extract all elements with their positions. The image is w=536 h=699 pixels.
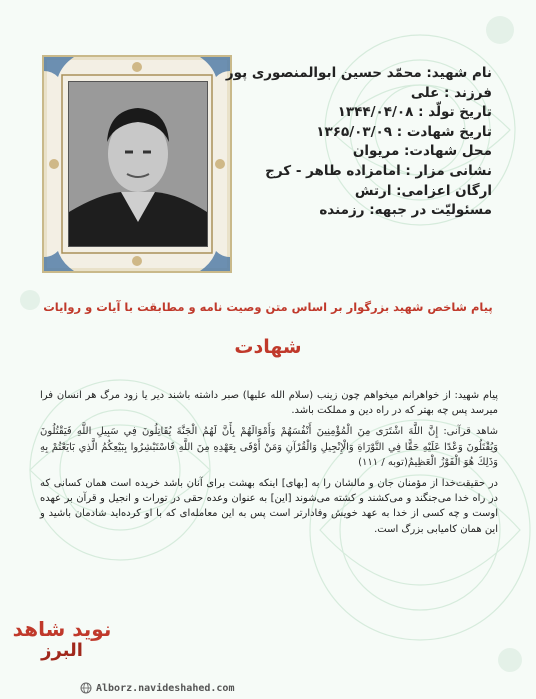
globe-icon: [80, 682, 92, 694]
quran-verse: شاهد قرآنی: إِنَّ اللَّهَ اشْتَرَى مِنَ الْمُؤْمِنِينَ أَنْفُسَهُمْ وَأَمْوَالَهُمْ بِأَنَّ لَهُمُ الْجَنَّةَ يُقَاتِلُونَ فِي سَبِيلِ اللَّهِ فَيَقْتُلُونَ وَيُقْتَلُونَ وَعْدًا عَلَيْهِ حَقًّا فِي التَّوْرَاةِ وَالْإِنْجِيلِ وَالْقُرْآنِ وَمَنْ أَوْفَى بِعَهْدِهِ مِنَ اللَّهِ فَاسْتَبْشِرُوا بِبَيْعِكُمُ الَّذِي بَايَعْتُمْ بِهِ وَذَلِكَ هُوَ الْفَوْزُ الْعَظِيمُ(توبه / ۱۱۱): [40, 426, 498, 468]
front-role: مسئولیّت در جبهه: رزمنده: [319, 202, 492, 219]
portrait-frame: [42, 55, 232, 273]
message-headline: پیام شاخص شهید بزرگوار بر اساس متن وصیت نامه و مطابقت با آیات و روایات: [43, 300, 493, 314]
logo-text: [12, 618, 112, 678]
birth-date: تاریخ تولّد : ۱۳۴۴/۰۴/۰۸: [337, 104, 492, 121]
martyr-message: پیام شهید: از خواهرانم میخواهم چون زینب (سلام الله علیها) صبر داشته باشند دیر یا زود مرگ هر انسان فرا میرسد پس چه بهتر که در راه دین و مملکت باشد.: [40, 390, 498, 417]
martyr-portrait-photo: [68, 81, 208, 247]
grave-address: نشانی مزار : امامزاده طاهر - کرج: [265, 162, 492, 179]
testament-text: [40, 388, 498, 543]
dispatch-unit: ارگان اعزامی: ارتش: [354, 182, 492, 199]
martyrdom-date: تاریخ شهادت : ۱۳۶۵/۰۳/۰۹: [316, 123, 492, 140]
martyr-info-block: [225, 64, 492, 221]
section-title: شهادت: [234, 336, 302, 358]
verse-translation: در حقیقت‌خدا از مؤمنان جان و مالشان را به [بهای] اینکه بهشت برای آنان باشد خریده است همان کسانی که در راه خدا می‌جنگند و می‌کشند و کشته می‌شوند [این] به عنوان وعده حقی در تورات و انجیل و قرآن بر عهده اوست و چه کسی از خدا به عهد خویش وفادارتر است پس به این معامله‌ای که با او کرده‌اید شادمان باشید و این همان کامیابی بزرگ است.: [40, 478, 498, 535]
website-url[interactable]: Alborz.navideshahed.com: [96, 683, 235, 694]
logo-line-1: نوید شاهد: [12, 617, 112, 641]
martyrdom-place: محل شهادت: مریوان: [352, 143, 492, 160]
logo-line-2: البرز: [41, 640, 83, 661]
father-name: فرزند : علی: [410, 84, 492, 101]
navideshahed-alborz-logo: [12, 618, 112, 678]
martyr-name: نام شهید: محمّد حسین ابوالمنصوری پور: [225, 65, 492, 81]
